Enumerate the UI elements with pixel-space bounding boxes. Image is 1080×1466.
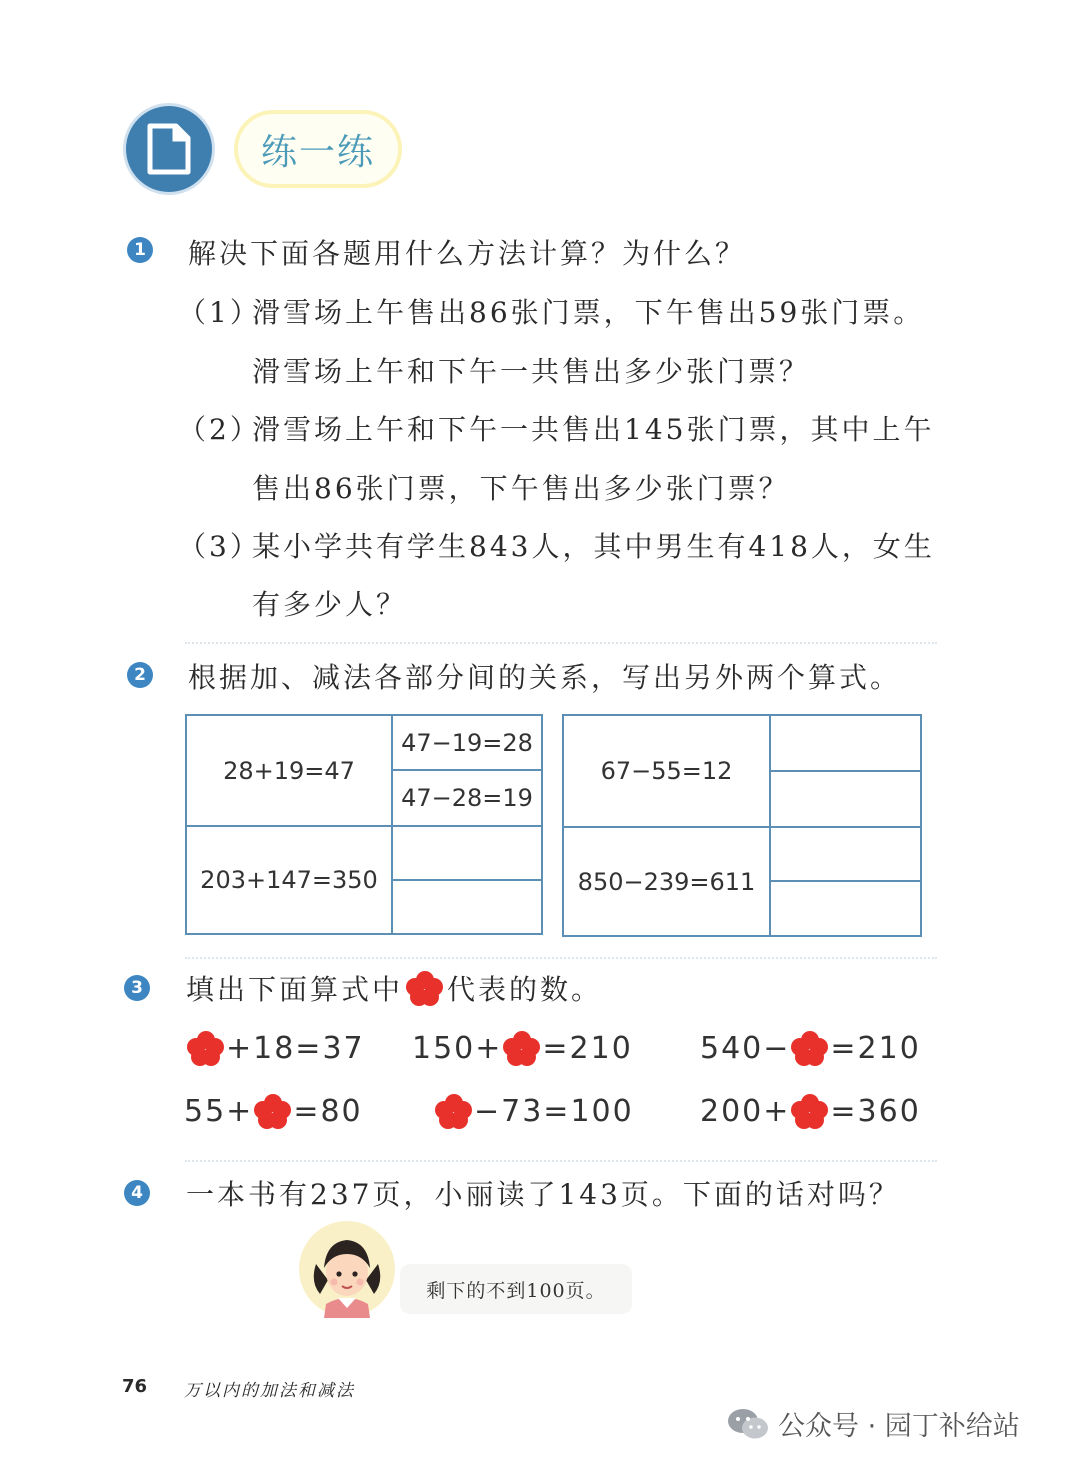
- q3-prompt-end: 代表的数。: [447, 973, 603, 1006]
- q1-item3-line2: 有多少人？: [252, 588, 408, 621]
- fill-equation: [184, 1091, 363, 1131]
- flower-icon[interactable]: [434, 1091, 474, 1131]
- speech-bubble: 剩下的不到100页。: [400, 1264, 632, 1314]
- divider: [185, 642, 937, 644]
- watermark: [726, 1404, 1020, 1443]
- wechat-icon: [726, 1406, 770, 1442]
- q1-item2-line2: 售出86张门票，下午售出多少张门票？: [252, 472, 790, 505]
- equation-part: +18=37: [226, 1030, 365, 1066]
- divider: [185, 1160, 937, 1162]
- equation-part: =80: [293, 1093, 363, 1129]
- watermark-text: 公众号 · 园丁补给站: [778, 1411, 1020, 1442]
- section-icon: [126, 106, 212, 192]
- flower-icon[interactable]: [186, 1028, 226, 1068]
- question-number-3: 3: [124, 975, 150, 1001]
- equation-part: −73=100: [474, 1093, 634, 1129]
- q1-item3-line1: 某小学共有学生843人，其中男生有418人，女生: [252, 530, 935, 563]
- given-equation: 67−55=12: [600, 757, 733, 785]
- question-number-4: 4: [124, 1180, 150, 1206]
- given-equation: 203+147=350: [200, 866, 378, 894]
- flower-icon[interactable]: [253, 1091, 293, 1131]
- equation-part: 55+: [184, 1093, 254, 1129]
- chapter-title: 万以内的加法和减法: [184, 1381, 355, 1401]
- q4-prompt: 一本书有237页，小丽读了143页。下面的话对吗？: [186, 1178, 900, 1211]
- fill-equation: [700, 1028, 921, 1068]
- answer-cell[interactable]: [393, 881, 541, 933]
- q3-prompt-start: 填出下面算式中: [186, 973, 404, 1006]
- answer-cell[interactable]: [771, 882, 920, 935]
- equation-part: 150+: [412, 1030, 503, 1066]
- fill-equation: [186, 1028, 365, 1068]
- q1-item2-line1: 滑雪场上午和下午一共售出145张门票，其中上午: [252, 413, 935, 446]
- given-equation: 850−239=611: [577, 867, 756, 896]
- answer-cell[interactable]: 47−19=28: [401, 728, 533, 757]
- equation-part: 200+: [700, 1093, 791, 1129]
- q3-prompt: [186, 968, 602, 1008]
- answer-cell[interactable]: [393, 827, 541, 879]
- flower-icon: [405, 968, 445, 1008]
- page-number: 76: [122, 1376, 148, 1397]
- question-number-1: 1: [127, 237, 153, 263]
- question-number-2: 2: [127, 662, 153, 688]
- fill-equation: [700, 1091, 921, 1131]
- girl-avatar: [298, 1220, 396, 1318]
- flower-icon[interactable]: [790, 1091, 830, 1131]
- given-equation: 28+19=47: [223, 756, 355, 785]
- q2-prompt: 根据加、减法各部分间的关系，写出另外两个算式。: [188, 661, 902, 694]
- answer-cell[interactable]: [771, 828, 920, 880]
- equation-part: =210: [542, 1030, 633, 1066]
- answer-cell[interactable]: [771, 716, 920, 770]
- section-title: 练一练: [234, 110, 402, 188]
- answer-cell[interactable]: 47−28=19: [401, 784, 533, 812]
- equation-part: =210: [830, 1030, 921, 1066]
- equation-part: 540−: [700, 1030, 791, 1066]
- fill-equation: [434, 1091, 634, 1131]
- document-icon: [126, 106, 212, 192]
- divider: [185, 957, 937, 959]
- flower-icon[interactable]: [502, 1028, 542, 1068]
- q1-prompt: 解决下面各题用什么方法计算？为什么？: [188, 237, 747, 270]
- equation-part: =360: [830, 1093, 921, 1129]
- flower-icon[interactable]: [790, 1028, 830, 1068]
- q1-item1-line1: 滑雪场上午售出86张门票，下午售出59张门票。: [252, 296, 925, 329]
- equation-table-left: [185, 714, 543, 935]
- equation-table-right: [562, 714, 922, 937]
- q1-item1-label: （1）: [178, 296, 261, 329]
- q1-item3-label: （3）: [178, 530, 261, 563]
- q1-item2-label: （2）: [178, 413, 261, 446]
- answer-cell[interactable]: [771, 772, 920, 826]
- fill-equation: [412, 1028, 633, 1068]
- q1-item1-line2: 滑雪场上午和下午一共售出多少张门票？: [252, 355, 811, 388]
